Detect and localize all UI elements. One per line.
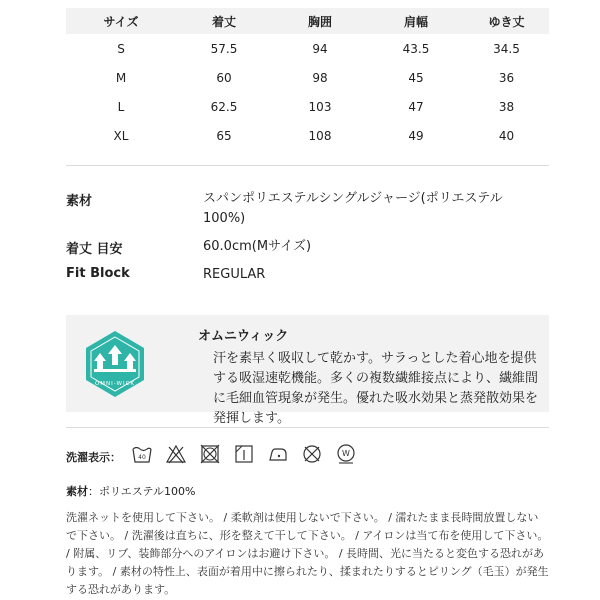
cell: 38 — [498, 99, 515, 114]
iron-low-icon — [267, 443, 289, 465]
omni-wick-logo — [76, 325, 154, 403]
svg-text:OMNI-WICK: OMNI-WICK — [94, 381, 136, 387]
header-chest: 胸囲 — [272, 8, 368, 34]
care-label: 洗濯表示： — [66, 451, 121, 464]
care-notes: 洗濯ネットを使用して下さい。 / 柔軟剤は使用しないで下さい。 / 濡れたまま長時間放置しないで下さい。 / 洗濯後は直ちに、形を整えて干して下さい。 / アイロンは当て布を使用して下さい。 / 附属、リブ、装飾部分へのアイロンはお避け下さい。 / 長時間、光に当たると変色する恐れがあります。 / 素材の特性上、表面が着用中に擦られたり、揉まれたりするとピリング（毛玉）が発生する恐れがあります。 — [66, 511, 549, 596]
table-row — [66, 121, 549, 150]
table-row — [66, 34, 549, 63]
feature-description: 汗を素早く吸収して乾かす。サラっとした着心地を提供する吸湿速乾機能。多くの複数繊維接点により、繊維間に毛細血管現象が発生。優れた吸水効果と蒸発散効果を発揮します。 — [213, 351, 539, 426]
svg-text:40: 40 — [138, 454, 146, 461]
no-dry-clean-icon — [301, 443, 323, 465]
cell: 45 — [408, 70, 424, 85]
cell: 108 — [308, 128, 332, 143]
header-size: サイズ — [66, 8, 176, 34]
cell: 47 — [408, 99, 424, 114]
material-value: スパンポリエステルシングルジャージ(ポリエステル100%) — [203, 191, 503, 226]
header-sleeve: ゆき丈 — [464, 8, 549, 34]
cell: 65 — [216, 128, 232, 143]
cell: S — [117, 41, 125, 56]
cell: 98 — [312, 70, 328, 85]
length-label: 着丈 目安 — [66, 242, 123, 257]
cell: 94 — [312, 41, 328, 56]
fit-value: REGULAR — [203, 267, 266, 282]
feature-title: オムニウィック — [198, 329, 289, 344]
table-row — [66, 92, 549, 121]
no-tumble-dry-icon — [199, 443, 221, 465]
material-line — [66, 483, 195, 499]
material-label: 素材 — [66, 194, 93, 209]
wash-40-icon — [131, 443, 153, 465]
cell: 103 — [308, 99, 332, 114]
wet-clean-icon — [335, 443, 357, 465]
cell: 49 — [408, 128, 424, 143]
cell: 36 — [498, 70, 515, 85]
cell: 62.5 — [210, 99, 238, 114]
care-icons — [131, 443, 357, 465]
cell: 34.5 — [493, 41, 520, 56]
material-line-label: 素材 — [66, 485, 88, 498]
cell: 40 — [498, 128, 515, 143]
header-shoulder: 肩幅 — [368, 8, 464, 34]
length-value: 60.0cm(Mサイズ) — [203, 239, 312, 254]
cell: 60 — [216, 70, 232, 85]
line-dry-shade-icon — [233, 443, 255, 465]
cell: 43.5 — [402, 41, 430, 56]
header-length: 着丈 — [176, 8, 272, 34]
fit-label: Fit Block — [66, 266, 130, 281]
size-table-header — [66, 8, 549, 34]
material-line-value: ：ポリエステル100% — [88, 485, 196, 498]
divider — [66, 427, 549, 428]
cell: L — [117, 99, 125, 114]
svg-text:W: W — [342, 449, 350, 458]
feature-box — [66, 315, 549, 426]
no-bleach-icon — [165, 443, 187, 465]
cell: M — [115, 70, 127, 85]
cell: XL — [113, 128, 129, 143]
cell: 57.5 — [210, 41, 238, 56]
divider — [66, 165, 549, 166]
size-table — [66, 8, 549, 150]
table-row — [66, 63, 549, 92]
